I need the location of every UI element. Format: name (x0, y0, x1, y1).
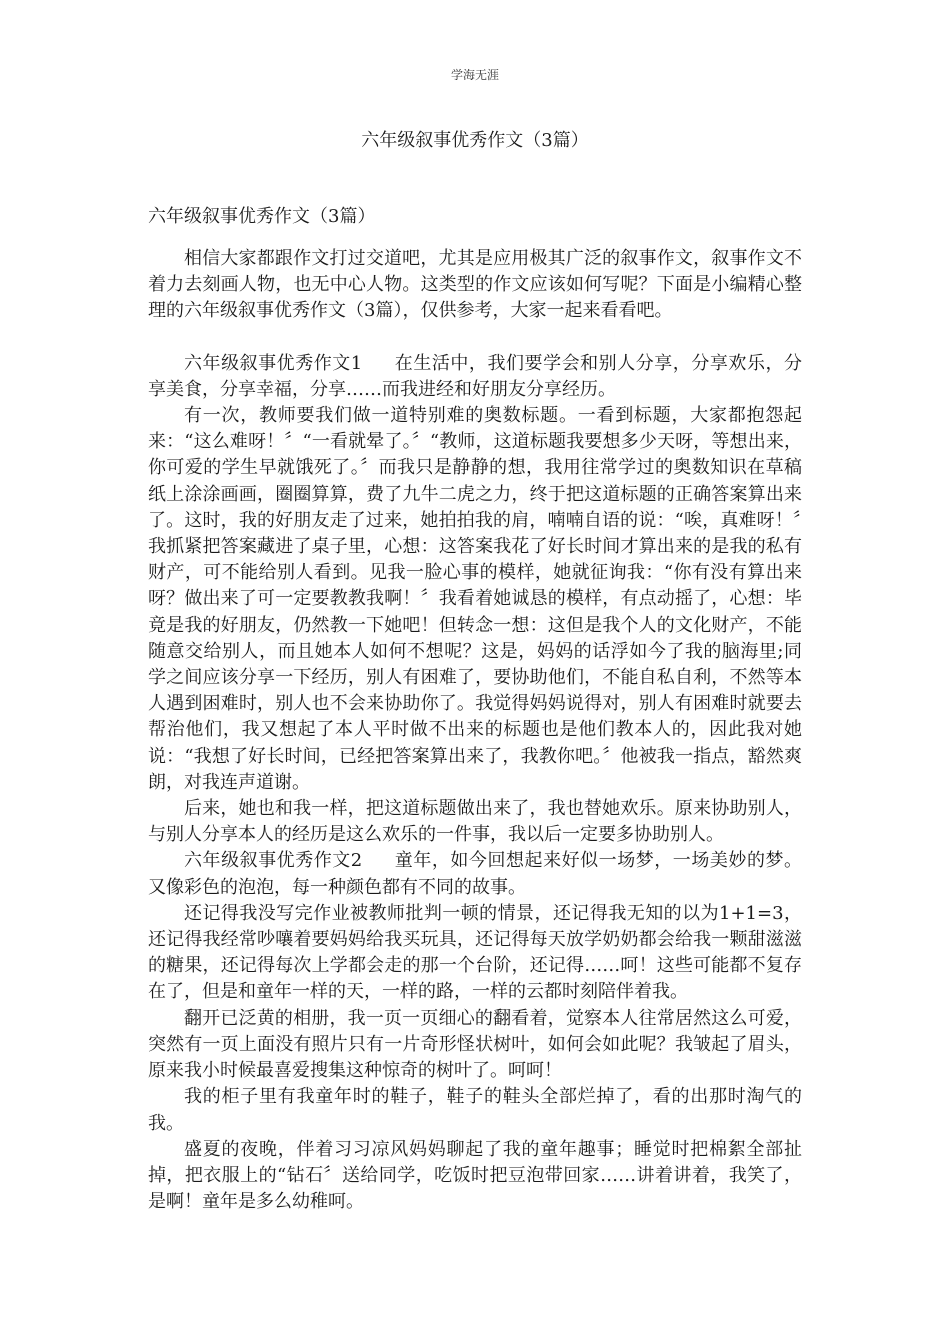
essay-heading: 六年级叙事优秀作文2 (184, 850, 363, 872)
document-body (148, 246, 802, 1215)
essay-heading: 六年级叙事优秀作文1 (184, 352, 363, 374)
body-paragraph: 翻开已泛黄的相册，我一页一页细心的翻看着，觉察本人往常居然这么可爱，突然有一页上面没有照片只有一片奇形怪状树叶，如何会如此呢？我皱起了眉头，原来我小时候最喜爱搜集这种惊奇的树叶了。呵呵！ (148, 1007, 802, 1082)
intro-paragraph: 相信大家都跟作文打过交道吧，尤其是应用极其广泛的叙事作文，叙事作文不着力去刻画人物，也无中心人物。这类型的作文应该如何写呢？下面是小编精心整理的六年级叙事优秀作文（3篇），仅供参考，大家一起来看看吧。 (148, 248, 802, 322)
body-paragraph: 我的柜子里有我童年时的鞋子，鞋子的鞋头全部烂掉了，看的出那时淘气的我。 (148, 1086, 802, 1134)
body-paragraph: 盛夏的夜晚，伴着习习凉风妈妈聊起了我的童年趣事；睡觉时把棉絮全部扯掉，把衣服上的“钻石〞送给同学，吃饭时把豆泡带回家……讲着讲着，我笑了，是啊！童年是多么幼稚呵。 (148, 1138, 802, 1213)
body-paragraph: 有一次，教师要我们做一道特别难的奥数标题。一看到标题，大家都抱怨起来：“这么难呀！〞“一看就晕了。〞“教师，这道标题我要想多少天呀，等想出来，你可爱的学生早就饿死了。〞而我只是静静的想，我用往常学过的奥数知识在草稿纸上涂涂画画，圈圈算算，费了九牛二虎之力，终于把这道标题的正确答案算出来了。这时，我的好朋友走了过来，她拍拍我的肩，喃喃自语的说：“唉，真难呀！〞我抓紧把答案藏进了桌子里，心想：这答案我花了好长时间才算出来的是我的私有财产，可不能给别人看到。见我一脸心事的模样，她就征询我：“你有没有算出来呀？做出来了可一定要教教我啊！〞我看着她诚恳的模样，有点动摇了，心想：毕竟是我的好朋友，仍然教一下她吧！但转念一想：这但是我个人的文化财产，不能随意交给别人，而且她本人如何不想呢？这是，妈妈的话浮如今了我的脑海里;同学之间应该分享一下经历，别人有困难了，要协助他们，不能自私自利，不然等本人遇到困难时，别人也不会来协助你了。我觉得妈妈说得对，别人有困难时就要去帮治他们，我又想起了本人平时做不出来的标题也是他们教本人的，因此我对她说：“我想了好长时间，已经把答案算出来了，我教你吧。〞他被我一指点，豁然爽朗，对我连声道谢。 (148, 405, 802, 793)
essay-2-paragraph: 六年级叙事优秀作文2 童年，如今回想起来好似一场梦，一场美妙的梦。又像彩色的泡泡，每一种颜色都有不同的故事。 (148, 850, 803, 898)
page-header: 学海无涯 (450, 68, 499, 82)
document-title: 六年级叙事优秀作文（3篇） (361, 130, 589, 151)
document-subtitle: 六年级叙事优秀作文（3篇） (148, 206, 376, 227)
body-paragraph: 后来，她也和我一样，把这道标题做出来了，我也替她欢乐。原来协助别人，与别人分享本人的经历是这么欢乐的一件事，我以后一定要多协助别人。 (148, 798, 802, 846)
body-paragraph: 还记得我没写完作业被教师批判一顿的情景，还记得我无知的以为1+1=3，还记得我经常吵嚷着要妈妈给我买玩具，还记得每天放学奶奶都会给我一颗甜滋滋的糖果，还记得每次上学都会走的那一个台阶，还记得……呵！这些可能都不复存在了，但是和童年一样的天，一样的路，一样的云都时刻陪伴着我。 (148, 902, 802, 1003)
essay-1-paragraph: 六年级叙事优秀作文1 在生活中，我们要学会和别人分享，分享欢乐，分享美食，分享幸福，分享……而我进经和好朋友分享经历。 (148, 352, 803, 400)
